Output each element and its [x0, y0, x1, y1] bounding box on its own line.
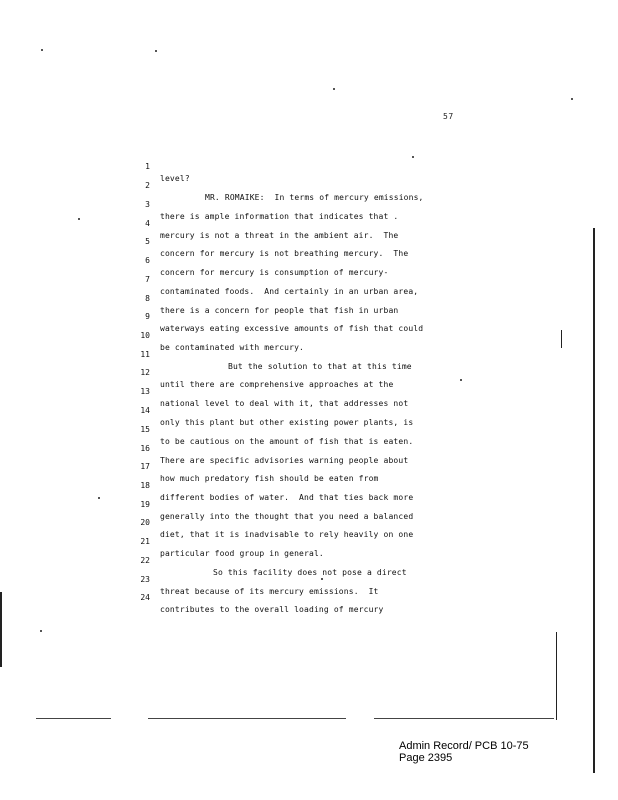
line-text: until there are comprehensive approaches at the	[160, 380, 394, 389]
transcript-line	[0, 412, 618, 446]
line-text: generally into the thought that you need a balanced	[160, 512, 414, 521]
scan-rule-bottom-3	[374, 718, 554, 719]
line-number: 17	[140, 462, 150, 471]
line-number: 15	[140, 425, 150, 434]
line-text: national level to deal with it, that addresses not	[160, 399, 409, 408]
transcript-line	[0, 337, 618, 371]
line-number: 19	[140, 500, 150, 509]
transcript-line	[0, 243, 618, 277]
line-text: waterways eating excessive amounts of fish that could	[160, 324, 424, 333]
line-number: 1	[145, 162, 150, 171]
page-number: 57	[443, 112, 454, 121]
transcript-line	[0, 431, 618, 465]
line-number: 16	[140, 444, 150, 453]
line-text: particular food group in general.	[160, 549, 324, 558]
scan-speck	[78, 218, 80, 220]
scan-speck	[98, 497, 100, 499]
line-number: 5	[145, 237, 150, 246]
transcript-line	[0, 299, 618, 333]
transcript-line	[0, 206, 618, 240]
line-text: But the solution to that at this time	[228, 362, 412, 371]
transcript-line	[0, 449, 618, 483]
transcript-line	[0, 168, 618, 202]
transcript-line	[0, 543, 618, 577]
line-text: threat because of its mercury emissions. It	[160, 587, 379, 596]
transcript-line	[0, 487, 618, 521]
transcript-line	[0, 393, 618, 427]
scan-speck	[155, 50, 157, 52]
scan-speck	[412, 156, 414, 158]
line-text: there is a concern for people that fish in urban	[160, 306, 399, 315]
line-number: 22	[140, 556, 150, 565]
transcript-line	[0, 281, 618, 315]
line-number: 12	[140, 368, 150, 377]
line-text: concern for mercury is not breathing mercury. The	[160, 249, 409, 258]
line-number: 13	[140, 387, 150, 396]
transcript-line	[0, 580, 618, 614]
line-text: there is ample information that indicates that .	[160, 212, 399, 221]
line-number: 23	[140, 575, 150, 584]
scan-speck	[571, 98, 573, 100]
line-text: to be cautious on the amount of fish that is eaten.	[160, 437, 414, 446]
admin-record-page: Page 2395	[399, 752, 453, 764]
scan-rule-bottom-2	[148, 718, 346, 719]
transcript-line	[0, 355, 618, 389]
transcript-line	[0, 562, 618, 596]
line-text: mercury is not a threat in the ambient air. The	[160, 231, 399, 240]
transcript-line	[0, 187, 618, 221]
line-number: 21	[140, 537, 150, 546]
line-text: different bodies of water. And that ties back more	[160, 493, 414, 502]
scan-edge-inner	[556, 632, 557, 720]
line-text: There are specific advisories warning people about	[160, 456, 409, 465]
transcript-line	[0, 468, 618, 502]
line-text: only this plant but other existing power plants, is	[160, 418, 414, 427]
admin-record-stamp	[399, 740, 529, 764]
line-number: 10	[140, 331, 150, 340]
transcript-line	[0, 318, 618, 352]
scan-edge-left	[0, 592, 2, 667]
scan-speck	[321, 578, 323, 580]
line-text: how much predatory fish should be eaten from	[160, 474, 379, 483]
transcript-line	[0, 149, 618, 183]
transcript-line	[0, 505, 618, 539]
line-number: 11	[140, 350, 150, 359]
scan-rule-bottom-1	[36, 718, 111, 719]
line-number: 3	[145, 200, 150, 209]
scan-edge-right	[593, 228, 595, 773]
line-text: So this facility does not pose a direct	[213, 568, 407, 577]
transcript-line	[0, 374, 618, 408]
scan-speck	[41, 49, 43, 51]
scan-mark-right	[561, 330, 562, 348]
line-text: contaminated foods. And certainly in an urban area,	[160, 287, 419, 296]
scan-speck	[40, 630, 42, 632]
line-number: 24	[140, 593, 150, 602]
transcript-line	[0, 224, 618, 258]
line-text: level?	[160, 174, 190, 183]
line-number: 18	[140, 481, 150, 490]
line-number: 4	[145, 219, 150, 228]
line-number: 7	[145, 275, 150, 284]
line-number: 8	[145, 294, 150, 303]
line-text: MR. ROMAIKE: In terms of mercury emissions,	[205, 193, 424, 202]
line-number: 20	[140, 518, 150, 527]
admin-record-label: Admin Record/ PCB 10-75	[399, 740, 529, 752]
scan-speck	[460, 379, 462, 381]
scan-speck	[333, 88, 335, 90]
line-text: diet, that it is inadvisable to rely heavily on one	[160, 530, 414, 539]
line-number: 9	[145, 312, 150, 321]
line-text: be contaminated with mercury.	[160, 343, 305, 352]
line-number: 14	[140, 406, 150, 415]
line-text: contributes to the overall loading of mercury	[160, 605, 384, 614]
line-number: 6	[145, 256, 150, 265]
line-number: 2	[145, 181, 150, 190]
transcript-line	[0, 262, 618, 296]
transcript-line	[0, 524, 618, 558]
line-text: concern for mercury is consumption of mercury-	[160, 268, 389, 277]
